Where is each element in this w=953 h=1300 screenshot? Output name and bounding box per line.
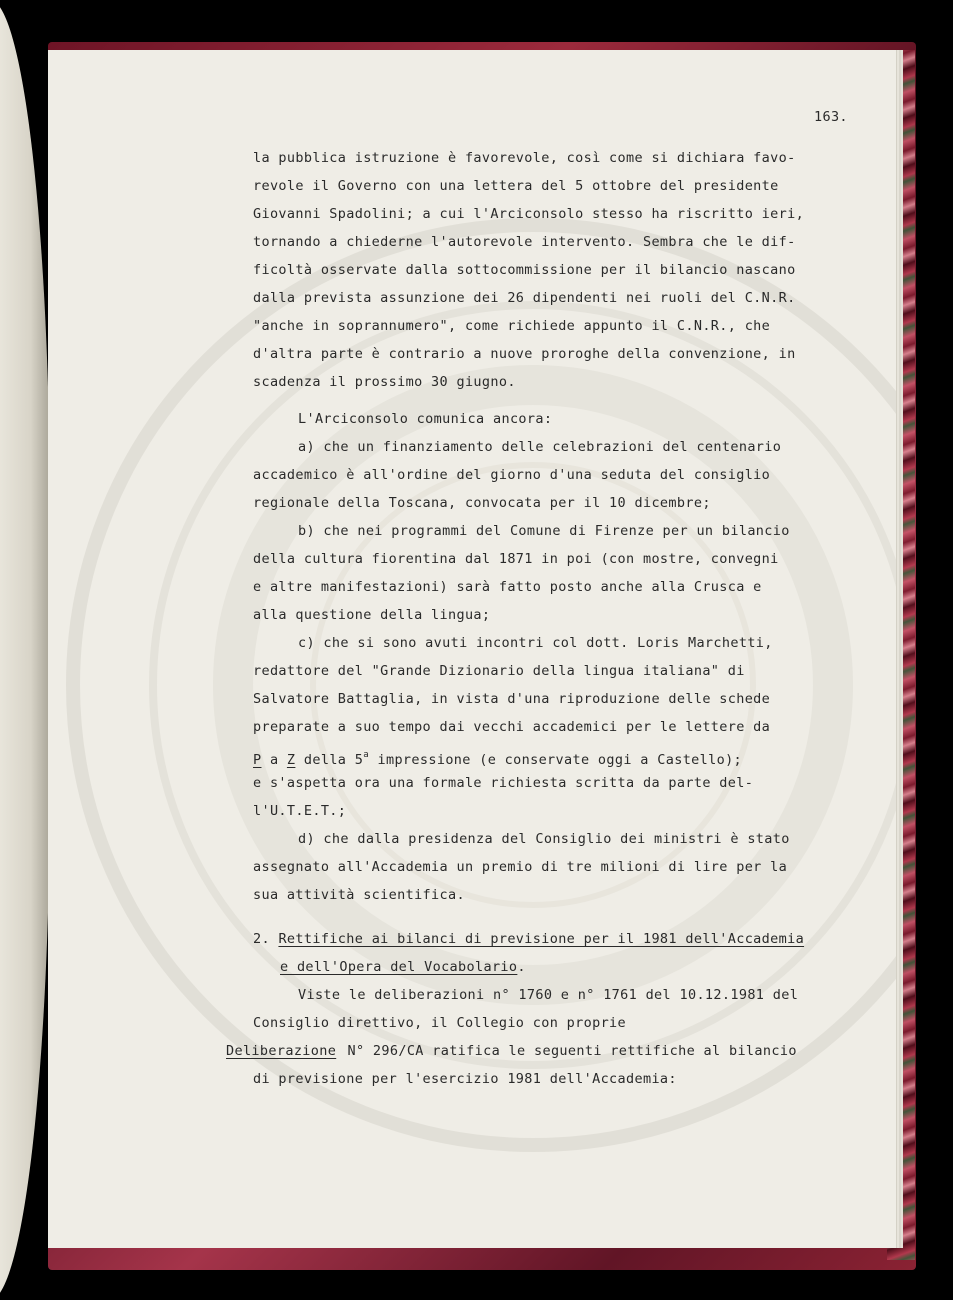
deliberazione-label: Deliberazione — [226, 1043, 337, 1059]
page-number: 163. — [814, 109, 848, 125]
text-line: "anche in soprannumero", come richiede appunto il C.N.R., che — [253, 318, 771, 334]
text-line: Viste le deliberazioni n° 1760 e n° 1761 del 10.12.1981 del — [298, 987, 799, 1003]
text-line: regionale della Toscana, convocata per il 10 dicembre; — [253, 495, 711, 511]
facing-page-edge — [0, 0, 50, 1300]
text-fragment: a — [261, 752, 287, 768]
superscript: a — [363, 750, 370, 760]
list-item-b: b) che nei programmi del Comune di Firenze per un bilancio — [298, 523, 790, 539]
text-line: redattore del "Grande Dizionario della lingua italiana" di — [253, 663, 745, 679]
list-item-a: a) che un finanziamento delle celebrazioni del centenario — [298, 439, 782, 455]
text-line: tornando a chiederne l'autorevole intervento. Sembra che le dif- — [253, 234, 796, 250]
text-line: Giovanni Spadolini; a cui l'Arciconsolo stesso ha riscritto ieri, — [253, 206, 805, 222]
text-line: l'U.T.E.T.; — [253, 803, 347, 819]
text-line: dalla prevista assunzione dei 26 dipendenti nei ruoli del C.N.R. — [253, 290, 796, 306]
text-fragment: della 5 — [295, 752, 364, 768]
list-item-d: d) che dalla presidenza del Consiglio dei ministri è stato — [298, 831, 790, 847]
text-line: e altre manifestazioni) sarà fatto posto anche alla Crusca e — [253, 579, 762, 595]
letter-p: P — [253, 752, 262, 768]
section-number: 2. — [253, 931, 279, 947]
text-line: d'altra parte è contrario a nuove proroghe della convenzione, in — [253, 346, 796, 362]
text-line: alla questione della lingua; — [253, 607, 491, 623]
text-line: sua attività scientifica. — [253, 887, 465, 903]
text-line — [253, 746, 742, 769]
section-title: Rettifiche ai bilanci di previsione per il 1981 dell'Accademia — [278, 931, 805, 947]
section-heading-cont — [280, 958, 526, 976]
text-line: scadenza il prossimo 30 giugno. — [253, 374, 516, 390]
section-heading — [253, 930, 804, 948]
text-line: della cultura fiorentina dal 1871 in poi (con mostre, convegni — [253, 551, 779, 567]
text-line: Salvatore Battaglia, in vista d'una riproduzione delle schede — [253, 691, 771, 707]
text-line: L'Arciconsolo comunica ancora: — [298, 411, 553, 427]
text-line: Consiglio direttivo, il Collegio con proprie — [253, 1015, 627, 1031]
text-line: ficoltà osservate dalla sottocommissione per il bilancio nascano — [253, 262, 796, 278]
list-item-c: c) che si sono avuti incontri col dott. Loris Marchetti, — [298, 635, 773, 651]
text-fragment: . — [517, 959, 526, 975]
text-line: la pubblica istruzione è favorevole, così come si dichiara favo- — [253, 150, 796, 166]
text-line: N° 296/CA ratifica le seguenti rettifiche al bilancio — [339, 1043, 797, 1059]
text-line: accademico è all'ordine del giorno d'una seduta del consiglio — [253, 467, 771, 483]
text-line: preparate a suo tempo dai vecchi accademici per le lettere da — [253, 719, 771, 735]
text-line: e s'aspetta ora una formale richiesta scritta da parte del- — [253, 775, 754, 791]
letter-z: Z — [286, 752, 296, 768]
text-fragment: impressione (e conservate oggi a Castello); — [369, 752, 743, 768]
text-line: assegnato all'Accademia un premio di tre milioni di lire per la — [253, 859, 788, 875]
text-line: revole il Governo con una lettera del 5 ottobre del presidente — [253, 178, 779, 194]
section-title: e dell'Opera del Vocabolario — [280, 959, 518, 975]
text-line: di previsione per l'esercizio 1981 dell'Accademia: — [253, 1071, 677, 1087]
